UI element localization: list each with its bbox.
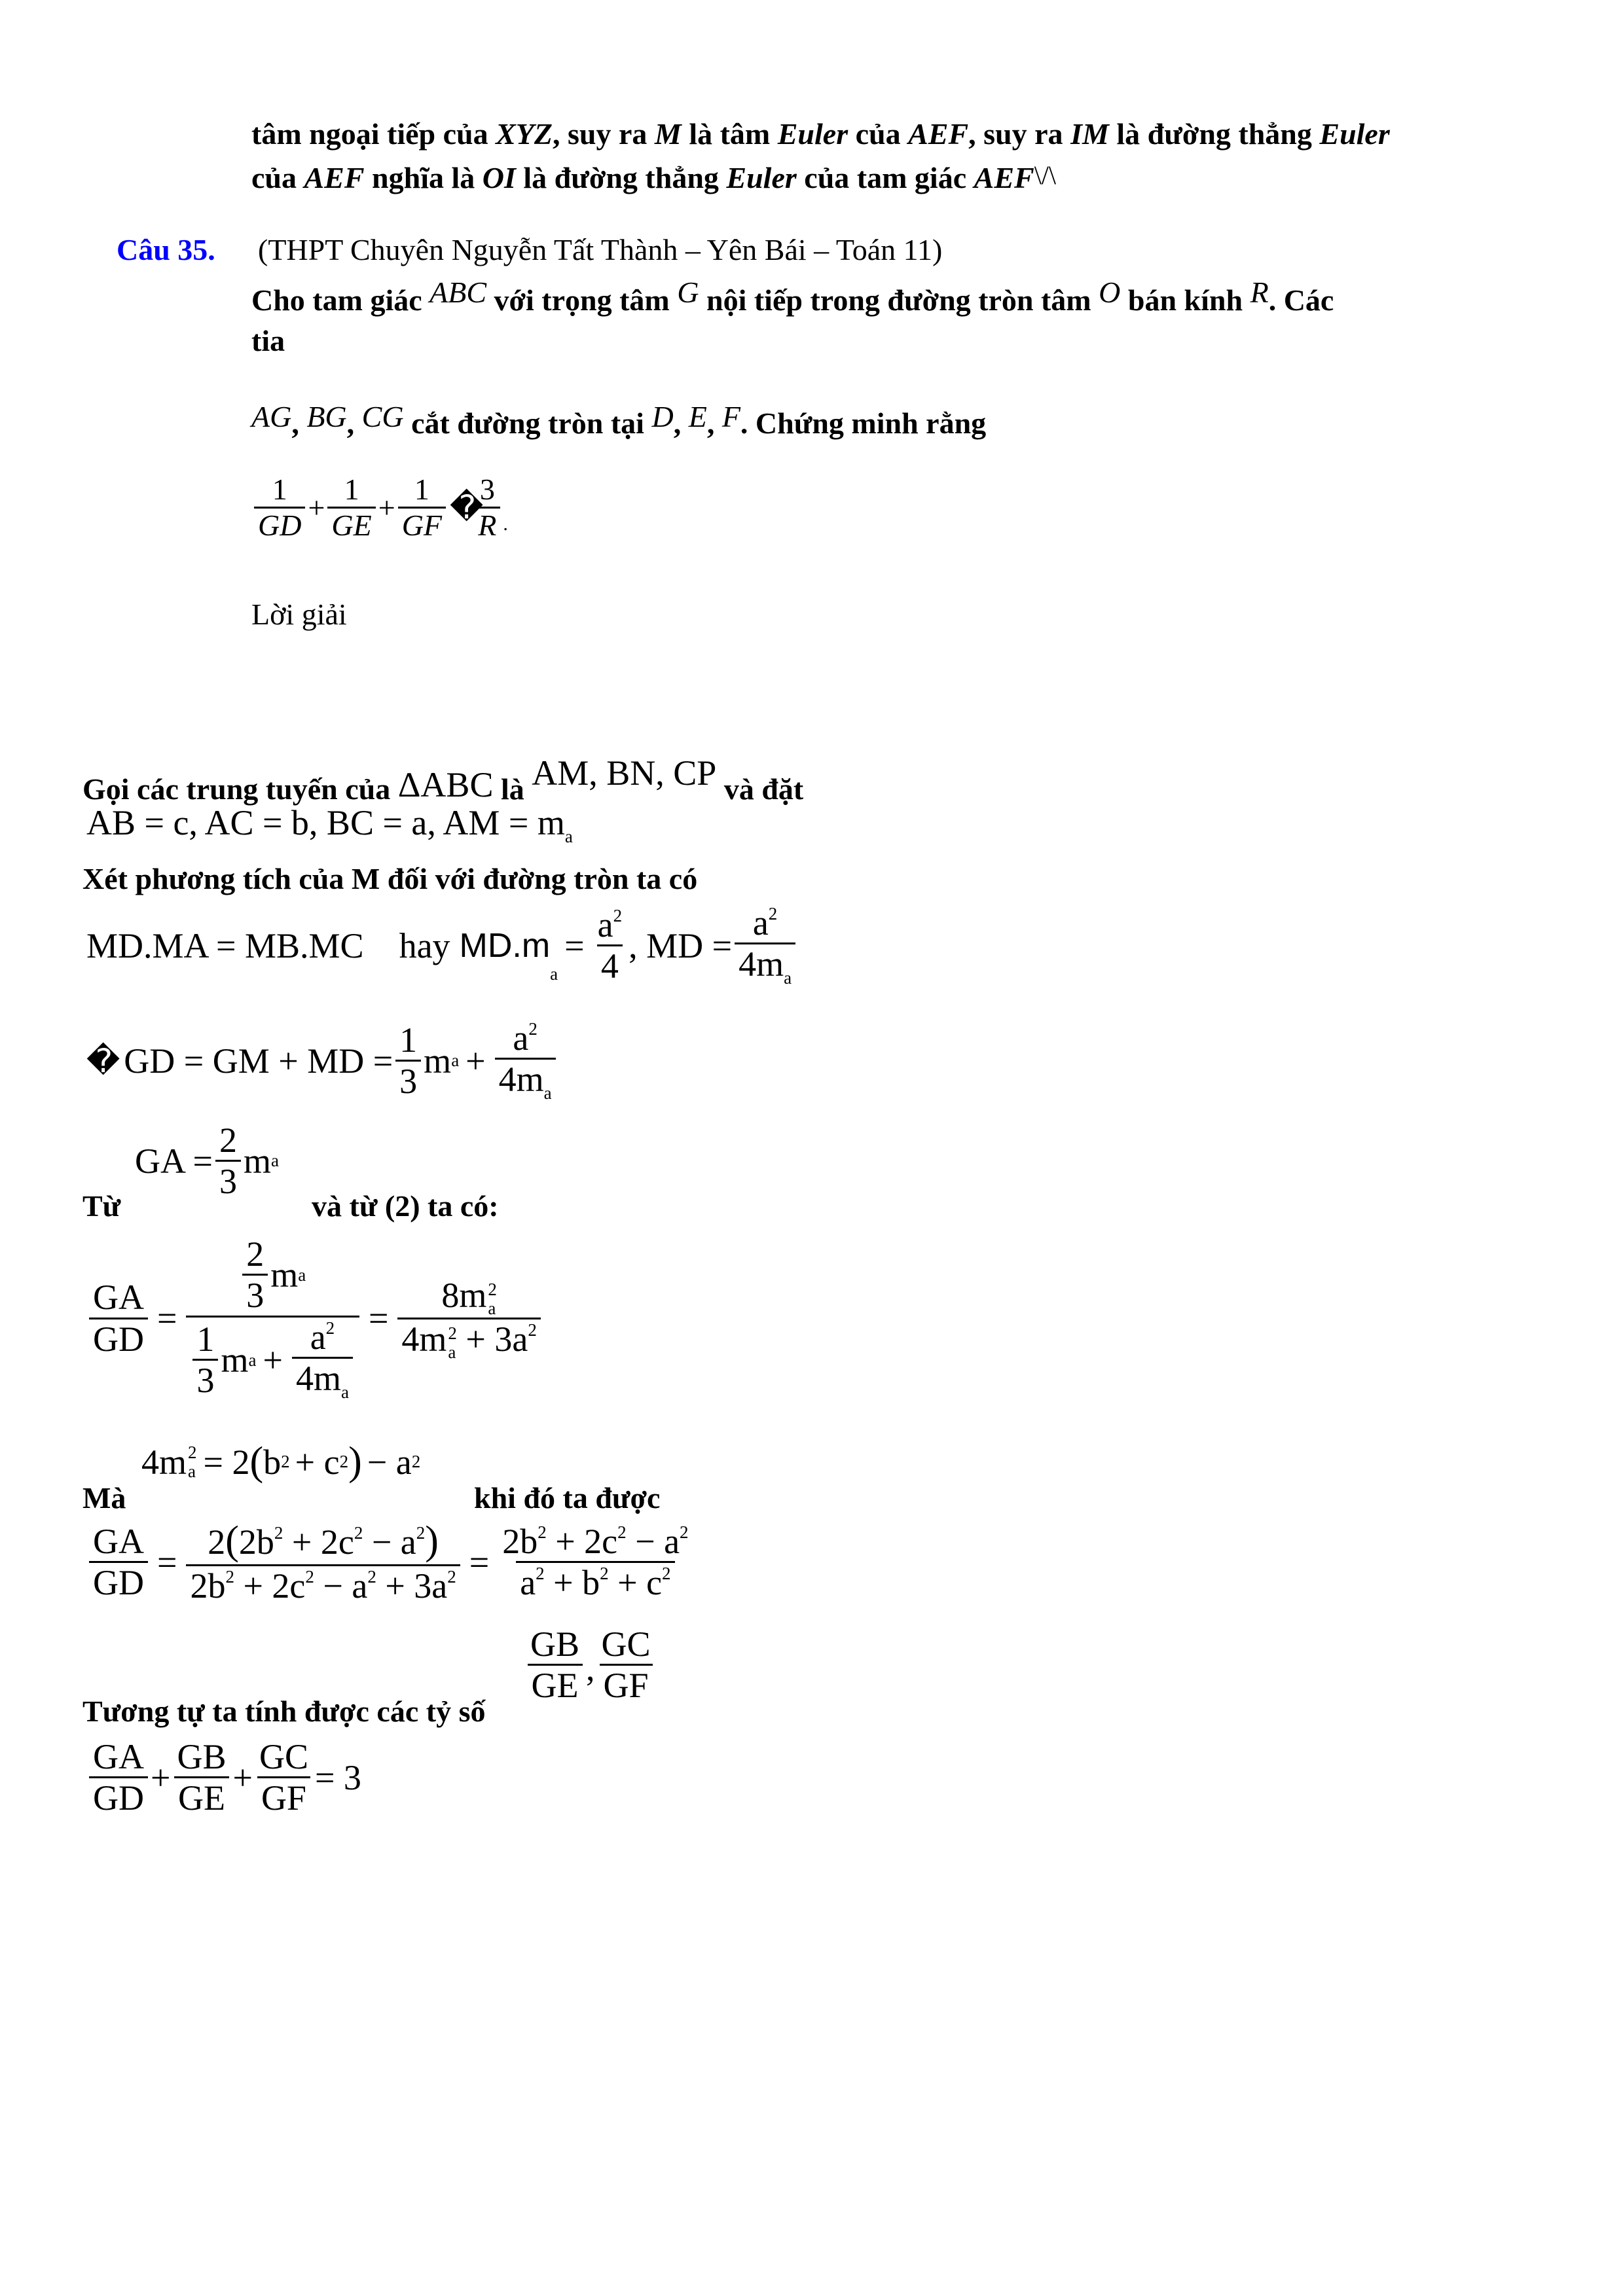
numerator: 2 — [219, 1121, 237, 1160]
math-text: − a — [367, 1442, 412, 1482]
superscript: 2 — [325, 1318, 335, 1338]
text: là đường thẳng — [515, 161, 727, 194]
solution-label: Lời giải — [251, 598, 347, 631]
numerator: 3 — [479, 473, 495, 506]
subscript: a — [298, 1265, 306, 1285]
math-f: F — [721, 400, 740, 433]
base: m — [270, 1255, 299, 1295]
text: . Các — [1268, 283, 1334, 317]
base: 8m — [441, 1275, 487, 1315]
denominator: GE — [327, 507, 375, 543]
text: bán kính — [1120, 283, 1250, 317]
superscript: 2 — [613, 906, 623, 926]
intro-line-1 — [251, 117, 1390, 151]
superscript: 2 — [680, 1522, 689, 1542]
superscript: 2 — [528, 1319, 537, 1340]
fraction — [89, 1278, 148, 1359]
text: , — [346, 406, 362, 440]
proof-line-2 — [86, 802, 573, 847]
math-r: R — [1250, 276, 1269, 309]
proof-line-6-label: Từ — [82, 1189, 121, 1223]
denominator: 3 — [395, 1060, 421, 1101]
fraction — [255, 1737, 312, 1818]
denominator: R — [474, 507, 500, 543]
question-source: (THPT Chuyên Nguyễn Tất Thành – Yên Bái – Toán 11) — [258, 233, 943, 266]
superscript: 2 — [416, 1523, 426, 1543]
numerator: GB — [530, 1624, 580, 1664]
inequality — [251, 473, 508, 542]
fraction — [173, 1737, 230, 1818]
subscript: a — [543, 1083, 552, 1103]
math-text: + 2c — [243, 1566, 306, 1605]
superscript: 2 — [447, 1566, 456, 1587]
operator: + — [378, 490, 395, 524]
numerator: GC — [259, 1737, 308, 1776]
statement-line-1b: tia — [251, 324, 285, 357]
fraction — [89, 1522, 148, 1603]
superscript: 2 — [367, 1566, 376, 1587]
intro-line-2 — [251, 160, 1056, 195]
base: b — [263, 1442, 282, 1482]
math-text: + 3a — [385, 1566, 448, 1605]
subscript: a — [270, 1151, 279, 1171]
math-o: O — [1099, 276, 1121, 309]
numerator: 2 — [246, 1234, 264, 1274]
base: m — [243, 1141, 271, 1181]
fraction — [292, 1318, 353, 1403]
proof-line-6-formula — [135, 1121, 279, 1202]
fraction — [398, 473, 446, 542]
relation-glyph: � — [450, 488, 484, 527]
denominator: GF — [398, 507, 446, 543]
math-text: M — [654, 117, 682, 151]
superscript: 2 — [354, 1523, 363, 1543]
period: . — [503, 513, 508, 535]
superscript: 2 — [617, 1522, 627, 1542]
denominator: GD — [89, 1776, 148, 1818]
proof-line-8-label: Mà — [82, 1481, 126, 1515]
text: của — [848, 117, 909, 151]
fraction — [327, 473, 375, 542]
base: 4m — [401, 1319, 447, 1359]
superscript: 2 — [768, 904, 778, 924]
denominator: GF — [600, 1664, 653, 1705]
numerator: GB — [177, 1737, 227, 1776]
operator: + — [232, 1757, 253, 1797]
text: , — [706, 406, 722, 440]
superscript: 2 — [188, 1443, 197, 1463]
question-label: Câu 35. — [117, 233, 215, 266]
superscript: 2 — [488, 1280, 497, 1300]
text: . Chứng minh rằng — [740, 406, 987, 440]
base: 4m — [295, 1359, 341, 1399]
math-text: − a — [371, 1522, 416, 1562]
denominator: GD — [254, 507, 305, 543]
subscript: a — [248, 1350, 257, 1370]
base: m — [424, 1041, 452, 1081]
math-medians: AM, BN, CP — [532, 753, 717, 793]
statement-line-2 — [251, 399, 986, 440]
denominator: 3 — [192, 1359, 218, 1400]
fraction — [735, 903, 795, 988]
superscript: 2 — [281, 1452, 290, 1471]
fraction — [598, 1624, 655, 1706]
text: , suy ra — [968, 117, 1071, 151]
fraction — [397, 1276, 540, 1361]
text: Gọi các trung tuyến của — [82, 772, 398, 806]
subscript: a — [550, 963, 558, 984]
proof-line-5 — [86, 1018, 558, 1103]
base: 2b — [502, 1521, 538, 1561]
operator: + — [308, 490, 325, 524]
math-text: XYZ — [496, 117, 553, 151]
superscript: 2 — [225, 1566, 234, 1587]
proof-line-8-text: khi đó ta được — [474, 1481, 661, 1515]
stray-glyph: \/\ — [1034, 160, 1057, 190]
fraction — [594, 905, 626, 986]
proof-line-4 — [86, 903, 798, 988]
text: , — [673, 406, 689, 440]
fraction — [495, 1018, 556, 1103]
operator: + — [465, 1041, 486, 1081]
denominator: GF — [257, 1776, 310, 1818]
text: hay — [399, 925, 450, 965]
numerator: 1 — [344, 473, 359, 506]
base: 2b — [190, 1566, 226, 1605]
fraction — [395, 1020, 421, 1102]
base: a — [597, 905, 613, 944]
operator: = — [469, 1542, 490, 1582]
superscript: 2 — [536, 1564, 545, 1584]
math-equation: AB = c, AC = b, BC = a, AM = m — [86, 803, 565, 842]
proof-line-7 — [86, 1234, 543, 1403]
numerator: 1 — [399, 1020, 418, 1060]
base: a — [520, 1563, 536, 1602]
math-bg: BG — [306, 400, 347, 433]
denominator: 3 — [242, 1274, 268, 1315]
text: là — [493, 772, 532, 806]
math-text: = 2 — [203, 1442, 250, 1482]
base: 4m — [141, 1442, 187, 1482]
numerator: 1 — [196, 1319, 215, 1359]
denominator: GE — [528, 1664, 583, 1705]
fraction: $\frac{2(2b^2 + 2c^2 - a^2)}{2b^2 + 2c^2 - a^2 + 3a^2}$ — [186, 1518, 460, 1605]
numerator: GA — [93, 1737, 144, 1776]
math-text: + 2c — [291, 1522, 354, 1562]
math-g: G — [677, 276, 699, 309]
numerator: GC — [601, 1624, 651, 1664]
base: 4m — [498, 1060, 544, 1100]
operator: = — [368, 1299, 389, 1338]
text: và đặt — [716, 772, 804, 806]
text: là đường thẳng — [1108, 117, 1320, 151]
denominator: GD — [89, 1561, 148, 1602]
numerator: GA — [93, 1278, 144, 1318]
text: là tâm — [681, 117, 778, 151]
math-text: MD.m — [459, 926, 551, 965]
text: , — [291, 406, 307, 440]
numerator: 1 — [272, 473, 287, 506]
math-text: + c — [295, 1442, 340, 1482]
fraction — [254, 473, 305, 542]
fraction — [89, 1737, 148, 1818]
denominator: GD — [89, 1318, 148, 1359]
math-text: Euler — [726, 161, 797, 194]
numerator: GA — [93, 1521, 144, 1561]
superscript: 2 — [528, 1019, 538, 1039]
math-d: D — [651, 400, 674, 433]
comma: , — [586, 1648, 595, 1688]
base: m — [221, 1340, 249, 1380]
text: nghĩa là — [364, 161, 483, 194]
superscript: 2 — [411, 1452, 421, 1471]
statement-line-1 — [251, 275, 1334, 317]
math-text: = 3 — [314, 1757, 361, 1797]
math-e: E — [688, 400, 707, 433]
superscript: 2 — [600, 1564, 609, 1584]
base: a — [513, 1018, 529, 1058]
subscript: a — [188, 1461, 196, 1481]
text: Cho tam giác — [251, 283, 430, 317]
math-triangle-abc: ΔABC — [397, 765, 494, 804]
text: của — [251, 161, 304, 194]
math-text: + c — [617, 1563, 663, 1602]
base: 4m — [739, 944, 784, 984]
math-text: + 2c — [555, 1521, 618, 1561]
subscript: a — [784, 968, 792, 988]
denominator: 3 — [215, 1160, 241, 1201]
subscript: a — [488, 1298, 496, 1318]
operator: = — [564, 925, 585, 965]
fraction — [192, 1319, 218, 1401]
math-text: + 3a — [465, 1319, 528, 1359]
fraction — [242, 1234, 268, 1316]
math-text: Euler — [1319, 117, 1390, 151]
math-text: GA = — [135, 1141, 213, 1181]
base: a — [752, 903, 769, 942]
fraction — [215, 1121, 241, 1202]
fraction — [474, 473, 500, 542]
proof-line-9 — [86, 1518, 695, 1605]
base: 2b — [238, 1522, 274, 1562]
base: 2 — [208, 1522, 226, 1562]
operator: + — [151, 1757, 171, 1797]
operator: + — [263, 1340, 283, 1380]
proof-line-10-fractions — [524, 1624, 657, 1706]
math-ag: AG — [251, 400, 292, 433]
base: a — [310, 1317, 326, 1357]
subscript: a — [340, 1382, 349, 1403]
math-text: AEF — [974, 161, 1034, 194]
superscript: 2 — [339, 1452, 349, 1471]
operator: = — [157, 1299, 177, 1338]
superscript: 2 — [274, 1523, 283, 1543]
subscript: a — [564, 827, 573, 847]
superscript: 2 — [305, 1566, 314, 1587]
text: , suy ra — [553, 117, 655, 151]
superscript: 2 — [538, 1522, 547, 1542]
math-text: , MD = — [629, 925, 733, 965]
text: cắt đường tròn tại — [403, 406, 652, 440]
math-text: AEF — [304, 161, 365, 194]
text: nội tiếp trong đường tròn tâm — [699, 283, 1099, 317]
denominator: GE — [174, 1776, 229, 1818]
proof-line-8-formula: 4m 2 a = 2 ( b 2 + c 2 ) − a 2 — [141, 1439, 421, 1484]
complex-fraction — [186, 1234, 359, 1403]
operator: = — [157, 1542, 177, 1582]
text: của tam giác — [796, 161, 974, 194]
proof-line-11 — [86, 1737, 361, 1818]
math-text: AEF — [908, 117, 969, 151]
subscript: a — [451, 1050, 460, 1071]
proof-line-6-text: và từ (2) ta có: — [312, 1189, 499, 1223]
text: với trọng tâm — [486, 283, 678, 317]
math-text: Euler — [777, 117, 848, 151]
denominator: 4 — [597, 944, 623, 986]
proof-line-3: Xét phương tích của M đối với đường tròn ta có — [82, 862, 698, 895]
math-cg: CG — [361, 400, 404, 433]
implies-glyph: � — [86, 1041, 120, 1080]
math-equation: MD.MA = MB.MC — [86, 925, 364, 965]
math-text: IM — [1070, 117, 1109, 151]
fraction — [498, 1522, 692, 1603]
fraction — [526, 1624, 583, 1706]
math-equation: GD = GM + MD = — [124, 1041, 393, 1081]
math-abc: ABC — [429, 276, 487, 309]
numerator: 1 — [414, 473, 429, 506]
math-text: − a — [635, 1521, 680, 1561]
math-text: + b — [553, 1563, 600, 1602]
math-text: OI — [482, 161, 516, 194]
proof-line-1 — [82, 753, 803, 806]
superscript: 2 — [448, 1323, 457, 1344]
text: tâm ngoại tiếp của — [251, 117, 496, 151]
math-text: − a — [323, 1566, 368, 1605]
proof-line-10-text: Tương tự ta tính được các tỷ số — [82, 1695, 486, 1728]
subscript: a — [448, 1342, 456, 1362]
superscript: 2 — [662, 1564, 671, 1584]
